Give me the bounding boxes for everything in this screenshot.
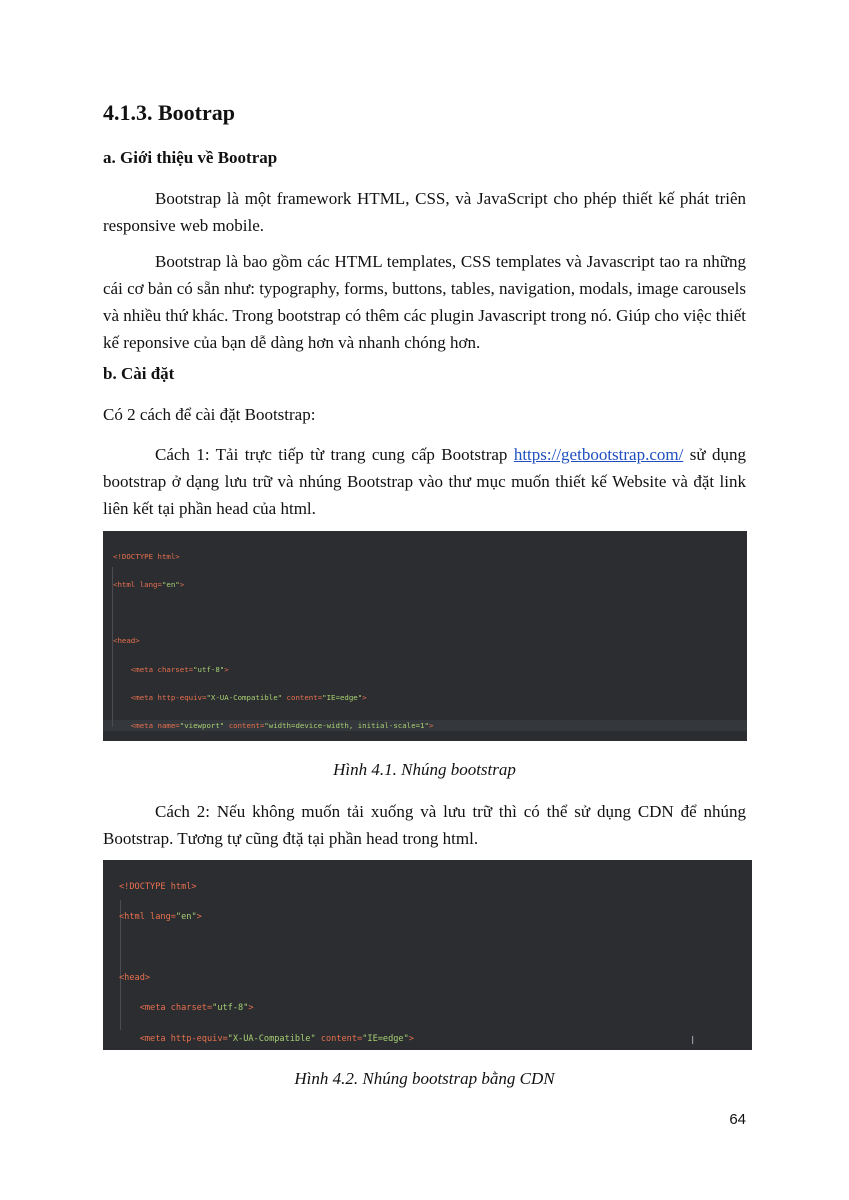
code-line <box>119 1003 569 1013</box>
code-token: > <box>362 692 367 702</box>
code-token: <meta <box>119 1033 166 1044</box>
code-token: charset= <box>165 1003 213 1014</box>
section-title: 4.1.3. Bootrap <box>103 100 235 125</box>
ibeam-cursor-icon: I <box>691 1034 695 1047</box>
code-token: "en" <box>161 580 180 590</box>
code-token: "X-UA-Compatible" <box>206 692 283 702</box>
code-line <box>113 693 634 702</box>
code-line <box>119 912 569 922</box>
paragraph-install-ways: Có 2 cách để cài đặt Bootstrap: <box>103 405 316 424</box>
subsection-b-heading: b. Cài đặt <box>103 364 175 383</box>
code-screenshot-embed-bootstrap <box>103 531 747 741</box>
code-line <box>113 721 634 730</box>
code-lines <box>113 533 634 741</box>
code-lines <box>119 862 569 1050</box>
code-screenshot-cdn-bootstrap <box>103 860 752 1050</box>
code-token: <html <box>113 580 136 590</box>
subsection-a-heading: a. Giới thiệu về Bootrap <box>103 148 278 167</box>
code-line <box>113 665 634 674</box>
code-token: name= <box>153 721 180 731</box>
code-token: "utf-8" <box>193 664 225 674</box>
code-token: content= <box>282 692 323 702</box>
paragraph-method-2: Cách 2: Nếu không muốn tải xuống và lưu trữ thì có thể sử dụng CDN để nhúng Bootstrap. Tương tự cũng đtặ tại phần head trong html. <box>103 802 746 848</box>
code-line <box>113 552 634 561</box>
code-token: <meta <box>113 664 154 674</box>
code-token: > <box>179 580 185 590</box>
code-token: "X-UA-Compatible" <box>227 1033 316 1044</box>
code-token: "IE=edge" <box>362 1033 409 1044</box>
code-token: > <box>196 912 202 923</box>
code-token: lang= <box>144 912 176 923</box>
code-line <box>119 943 569 953</box>
code-line <box>119 1034 569 1044</box>
code-token: charset= <box>153 664 194 674</box>
code-token: <meta <box>113 692 154 702</box>
code-token: <!DOCTYPE html> <box>119 882 197 893</box>
method-1-text-before: Cách 1: Tải trực tiếp từ trang cung cấp Bootstrap <box>155 445 514 464</box>
code-token: <head> <box>113 636 140 646</box>
code-token: "en" <box>175 912 197 923</box>
figure-caption-4-2: Hình 4.2. Nhúng bootstrap bằng CDN <box>294 1069 555 1088</box>
code-token: <head> <box>119 973 151 984</box>
code-token: <!DOCTYPE html> <box>113 551 180 561</box>
getbootstrap-link[interactable]: https://getbootstrap.com/ <box>513 445 684 464</box>
figure-caption-4-1: Hình 4.1. Nhúng bootstrap <box>333 760 516 779</box>
code-token: <html <box>119 912 145 923</box>
code-line <box>113 580 634 589</box>
code-token: "IE=edge" <box>322 692 363 702</box>
code-token: > <box>248 1003 254 1014</box>
code-token: "utf-8" <box>212 1003 249 1014</box>
code-line <box>119 973 569 983</box>
code-token: > <box>408 1033 414 1044</box>
method-1-text-after: sử dụng bootstrap ở dạng lưu trữ và nhúng Bootstrap vào thư mục muốn thiết kế Website và đặt link liên kết tại phần head của html. <box>103 445 746 518</box>
code-token: http-equiv= <box>153 692 207 702</box>
code-token: content= <box>224 721 265 731</box>
code-token: "width=device-width, initial-scale=1" <box>264 721 429 731</box>
code-token: lang= <box>135 580 162 590</box>
code-line <box>119 882 569 892</box>
code-token: > <box>224 664 229 674</box>
paragraph-intro: Bootstrap là một framework HTML, CSS, và JavaScript cho phép thiết kế phát triên responsive web mobile. <box>103 189 746 235</box>
paragraph-templates: Bootstrap là bao gồm các HTML templates, CSS templates và Javascript tao ra những cái cơ bản có sẵn như: typography, forms, buttons, tables, navigation, modals, image carousels và nhiều thứ khác. Trong bootstrap có thêm các plugin Javascript trong nó. Giúp cho việc thiết kế reponsive của bạn dễ dàng hơn và nhanh chóng hơn. <box>103 252 746 352</box>
code-line <box>113 636 634 645</box>
code-token: "viewport" <box>179 721 225 731</box>
code-token: > <box>428 721 434 731</box>
code-token: http-equiv= <box>165 1033 228 1044</box>
page-number: 64 <box>729 1111 746 1128</box>
paragraph-method-1 <box>103 441 746 522</box>
code-line <box>113 608 634 617</box>
code-token: <meta <box>113 721 154 731</box>
code-token: <meta <box>119 1003 166 1014</box>
code-token: content= <box>315 1033 363 1044</box>
